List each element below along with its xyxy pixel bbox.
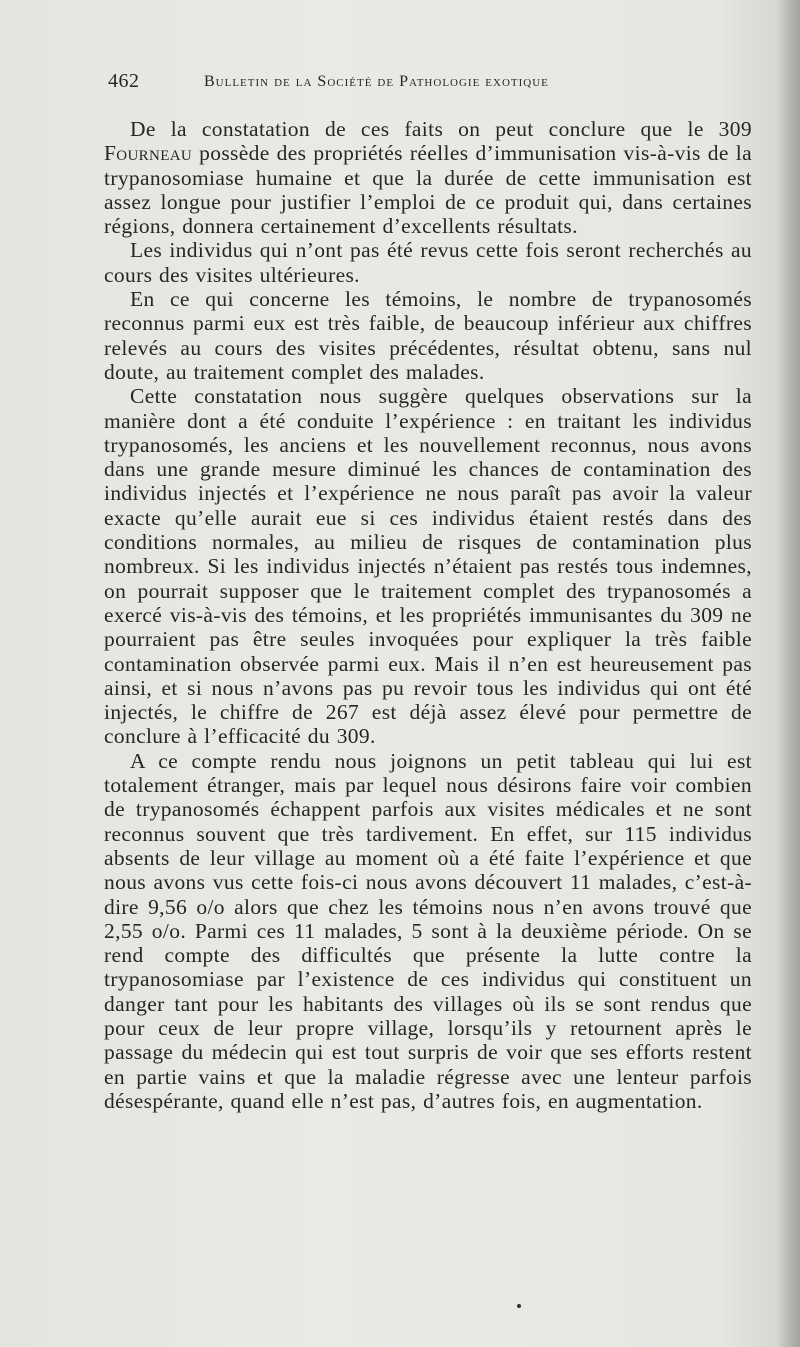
journal-title: Bulletin de la Société de Pathologie exotique: [204, 73, 549, 90]
paragraph-5: A ce compte rendu nous joignons un petit tableau qui lui est totalement étranger, mais par lequel nous désirons faire voir combien de trypanosomés échappent parfois aux visites médicales et ne sont reconnus souvent que très tardivement. En effet, sur 115 individus absents de leur village au moment où a été faite l’expérience et que nous avons vus cette fois-ci nous avons découvert 11 malades, c’est-à-dire 9,56 o/o alors que chez les témoins nous n’en avons trouvé que 2,55 o/o. Parmi ces 11 malades, 5 sont à la deuxième période. On se rend compte des difficultés que présente la lutte contre la trypanosomiase par l’existence de ces individus qui constituent un danger tant pour les habitants des villages où ils se sont rendus que pour ceux de leur propre village, lorsqu’ils y retournent après le passage du médecin qui est tout surpris de voir que ses efforts restent en partie vains et que la maladie régresse avec une lenteur parfois désespérante, quand elle n’est pas, d’autres fois, en augmentation.: [104, 748, 752, 1113]
paragraph-1: [104, 117, 752, 238]
paragraph-1-text-b: possède des propriétés réelles d’immunisation vis-à-vis de la trypanosomiase humaine et que la durée de cette immunisation est assez longue pour justifier l’emploi de ce produit qui, dans certaines régions, donnera certainement d’excellents résultats.: [104, 141, 752, 239]
paragraph-1-text-a: De la constatation de ces faits on peut conclure que le 309: [130, 117, 752, 141]
article-body: [104, 117, 752, 1113]
paragraph-4: Cette constatation nous suggère quelques observations sur la manière dont a été conduite l’expérience : en traitant les individus trypanosomés, les anciens et les nouvellement reconnus, nous avons dans une grande mesure diminué les chances de contamination des individus injectés et l’expérience ne nous paraît pas avoir la valeur exacte qu’elle aurait eue si ces individus étaient restés dans des conditions normales, au milieu de risques de contamination plus nombreux. Si les individus injectés n’étaient pas restés tous indemnes, on pourrait supposer que le traitement complet des trypanosomés a exercé vis-à-vis des témoins, et les propriétés immunisantes du 309 ne pourraient pas être seules invoquées pour expliquer la très faible contamination observée parmi eux. Mais il n’en est heureusement pas ainsi, et si nous n’avons pas pu revoir tous les individus qui ont été injectés, le chiffre de 267 est déjà assez élevé pour permettre de conclure à l’efficacité du 309.: [104, 384, 752, 749]
paragraph-2: Les individus qui n’ont pas été revus cette fois seront recherchés au cours des visites ultérieures.: [104, 238, 752, 287]
book-spine-shadow: [778, 0, 800, 1347]
running-head: [108, 70, 758, 100]
paragraph-3: En ce qui concerne les témoins, le nombre de trypanosomés reconnus parmi eux est très faible, de beaucoup inférieur aux chiffres relevés au cours des visites précédentes, résultat obtenu, sans nul doute, au traitement complet des malades.: [104, 287, 752, 384]
page-number: 462: [108, 70, 140, 92]
ink-speck: [517, 1304, 521, 1308]
author-name-fourneau: Fourneau: [104, 141, 193, 166]
